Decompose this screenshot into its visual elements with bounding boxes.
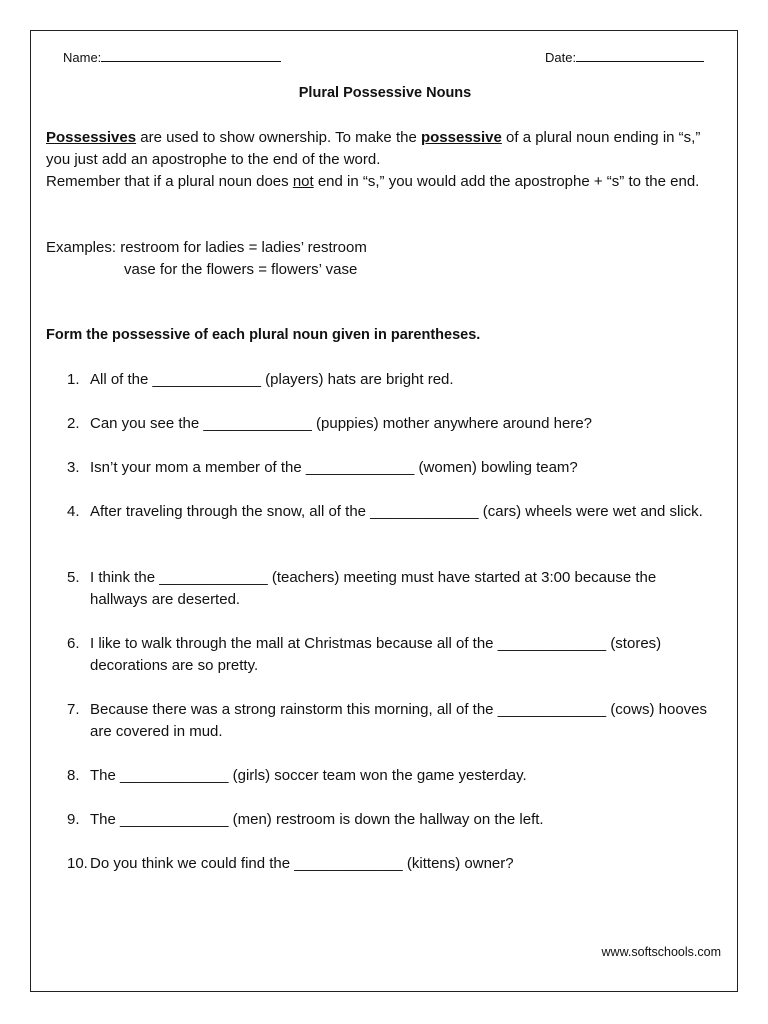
instruction-heading: Form the possessive of each plural noun given in parentheses. (46, 327, 481, 343)
question-item[interactable] (67, 809, 717, 831)
question-text: After traveling through the snow, all of the _____________ (cars) wheels were wet and slick. (90, 503, 703, 520)
question-item[interactable] (67, 699, 717, 743)
question-text: Do you think we could find the _____________ (kittens) owner? (90, 855, 514, 872)
worksheet-page (30, 30, 738, 992)
date-field[interactable] (545, 49, 704, 65)
question-number: 2. (67, 415, 80, 432)
intro-paragraph (46, 127, 726, 193)
term-not: not (292, 173, 314, 190)
question-item[interactable] (67, 413, 717, 435)
examples-block (46, 237, 367, 281)
name-label: Name: (63, 50, 102, 65)
page-title: Plural Possessive Nouns (298, 85, 472, 101)
question-number: 9. (67, 811, 80, 828)
question-number: 3. (67, 459, 80, 476)
question-text: Isn’t your mom a member of the _____________ (women) bowling team? (90, 459, 578, 476)
footer-website: www.softschools.com (601, 945, 721, 959)
date-label: Date: (545, 50, 577, 65)
example-line-1: Examples: restroom for ladies = ladies’ restroom (46, 239, 367, 256)
question-number: 4. (67, 503, 80, 520)
name-field[interactable] (63, 49, 281, 65)
term-possessives: Possessives (46, 129, 137, 146)
question-item[interactable] (67, 501, 717, 523)
example-line-2: vase for the flowers = flowers’ vase (124, 261, 358, 278)
name-blank-line[interactable] (101, 49, 281, 62)
question-text: Because there was a strong rainstorm this morning, all of the _____________ (cows) hooves are covered in mud. (90, 701, 708, 740)
question-item[interactable] (67, 567, 717, 611)
question-item[interactable] (67, 633, 717, 677)
intro-text-3: Remember that if a plural noun does (46, 173, 293, 190)
question-text: The _____________ (girls) soccer team won the game yesterday. (90, 767, 527, 784)
term-possessive: possessive (420, 129, 502, 146)
intro-text-1: are used to show ownership. To make the (136, 129, 421, 146)
question-text: I think the _____________ (teachers) meeting must have started at 3:00 because the hallways are deserted. (90, 569, 657, 608)
question-number: 1. (67, 371, 80, 388)
question-number: 8. (67, 767, 80, 784)
question-text: Can you see the _____________ (puppies) mother anywhere around here? (90, 415, 593, 432)
question-number: 5. (67, 569, 80, 586)
question-text: The _____________ (men) restroom is down the hallway on the left. (90, 811, 544, 828)
question-item[interactable] (67, 457, 717, 479)
question-item[interactable] (67, 765, 717, 787)
question-item[interactable] (67, 853, 717, 875)
date-blank-line[interactable] (576, 49, 704, 62)
intro-text-2: of a plural noun ending in “s,” you just add an apostrophe to the end of the word. (46, 129, 701, 168)
intro-text-4: end in “s,” you would add the apostrophe + “s” to the end. (313, 173, 700, 190)
question-text: I like to walk through the mall at Christmas because all of the _____________ (stores) decorations are so pretty. (90, 635, 662, 674)
question-number: 10. (67, 855, 88, 872)
question-number: 6. (67, 635, 80, 652)
question-text: All of the _____________ (players) hats are bright red. (90, 371, 454, 388)
question-number: 7. (67, 701, 80, 718)
question-item[interactable] (67, 369, 717, 391)
